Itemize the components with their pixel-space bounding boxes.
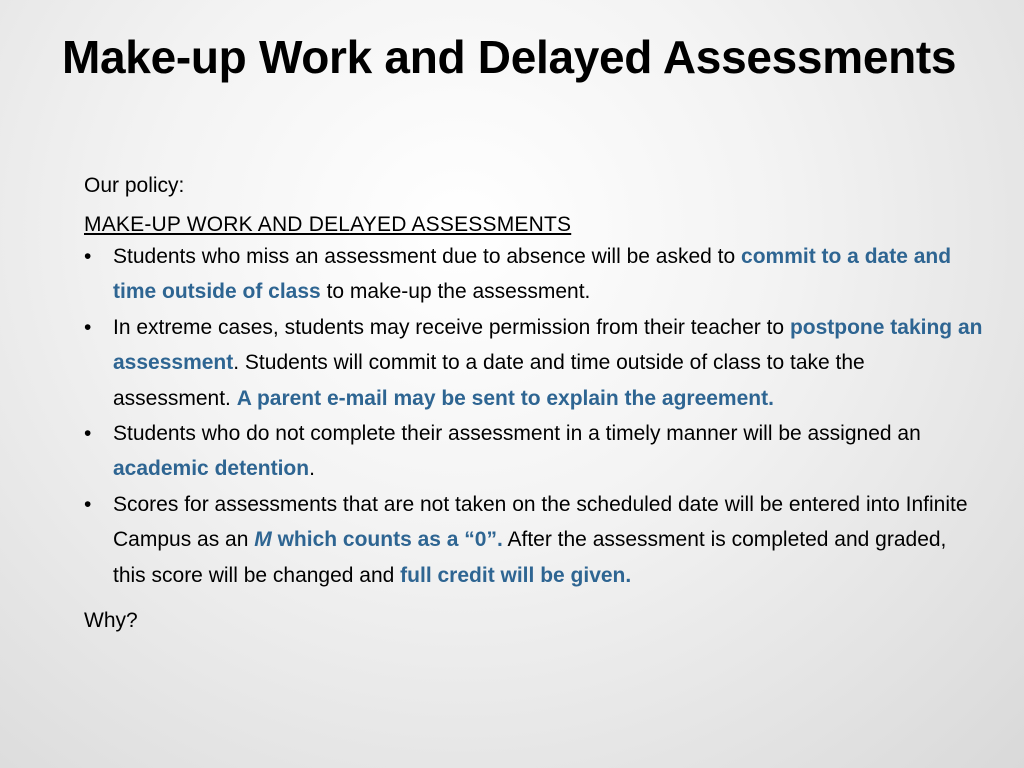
bullet-icon: • [84, 245, 92, 268]
highlight-text: commit to a date and time outside of class [113, 245, 952, 304]
policy-intro: Our policy: [84, 174, 185, 197]
item-text: Scores for assessments that are not taken on the scheduled date will be entered into Infinite Campus as an [113, 492, 968, 552]
closing-question: Why? [84, 609, 138, 633]
highlight-text: postpone taking an assessment [113, 315, 983, 375]
slide-content [84, 170, 984, 637]
bullet-icon: • [84, 315, 92, 339]
policy-item-absence [84, 239, 984, 310]
policy-item-extreme-cases [84, 310, 984, 416]
bullet-icon: • [84, 492, 92, 516]
highlight-text: full credit will be given. [400, 563, 632, 587]
item-text: In extreme cases, students may receive permission from their teacher to [113, 315, 790, 339]
item-text: Students who miss an assessment due to absence will be asked to [113, 245, 742, 268]
policy-item-scores [84, 487, 984, 593]
highlight-italic-m: M [254, 528, 272, 552]
item-text: to make-up the assessment. [320, 280, 591, 304]
item-text: After the assessment is completed and graded, this score will be changed and [113, 528, 947, 587]
slide-title: Make-up Work and Delayed Assessments [62, 31, 957, 83]
highlight-text: academic detention [113, 457, 310, 481]
item-text: . Students will commit to a date and time outside of class to take the assessment. [113, 351, 865, 410]
policy-heading: MAKE-UP WORK AND DELAYED ASSESSMENTS [84, 213, 572, 236]
item-text: . [309, 457, 315, 481]
bullet-icon: • [84, 422, 92, 446]
item-text: Students who do not complete their assessment in a timely manner will be assigned an [113, 422, 921, 446]
highlight-text: which counts as a “0”. [271, 528, 503, 552]
policy-item-timely [84, 416, 984, 487]
highlight-text: A parent e-mail may be sent to explain the agreement. [236, 386, 774, 410]
policy-list [84, 239, 984, 593]
